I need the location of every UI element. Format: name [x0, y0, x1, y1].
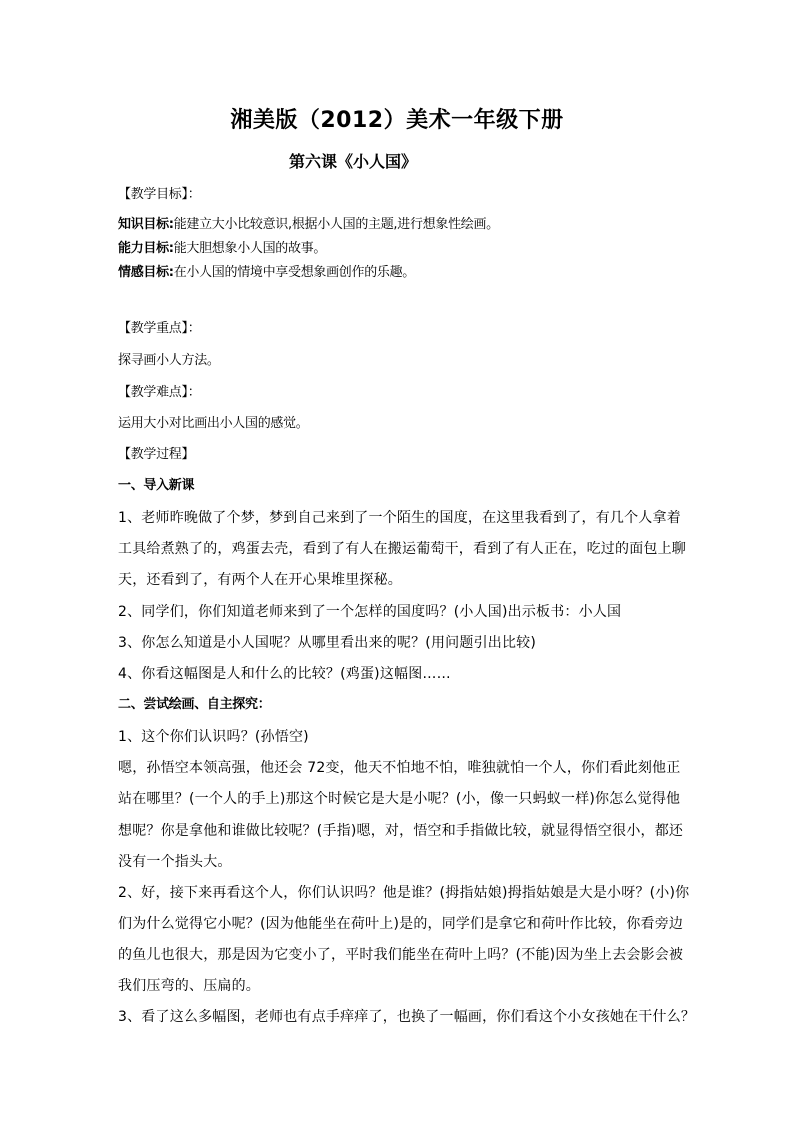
- knowledge-objective: [118, 216, 499, 234]
- section1-line: 1、老师昨晚做了个梦，梦到自己来到了一个陌生的国度，在这里我看到了，有几个人拿着: [118, 510, 681, 526]
- section2-line: 们为什么觉得它小呢？(因为他能坐在荷叶上)是的，同学们是拿它和荷叶作比较，你看旁边: [118, 916, 684, 932]
- section2-line: 我们压弯的、压扁的。: [118, 978, 260, 994]
- section2-line: 2、好，接下来再看这个人，你们认识吗？他是谁？(拇指姑娘)拇指姑娘是大是小呀？(小)你: [118, 885, 690, 901]
- lesson-subtitle: 第六课《小人国》: [289, 152, 418, 171]
- section2-line: 的鱼儿也很大，那是因为它变小了，平时我们能坐在荷叶上吗？(不能)因为坐上去会影会被: [118, 947, 684, 963]
- key-points-text: 探寻画小人方法。: [118, 353, 220, 368]
- section2-line: 1、这个你们认识吗？(孙悟空): [118, 729, 309, 745]
- emotion-objective-label: 情感目标:: [118, 265, 174, 280]
- ability-objective-text: 能大胆想象小人国的故事。: [173, 241, 327, 256]
- process-heading: 【教学过程】: [118, 447, 195, 462]
- section1-title: 一、导入新课: [118, 478, 195, 493]
- section1-line: 4、你看这幅图是人和什么的比较？(鸡蛋)这幅图……: [118, 666, 451, 682]
- emotion-objective-text: 在小人国的情境中享受想象画创作的乐趣。: [173, 265, 416, 280]
- ability-objective: [118, 240, 326, 258]
- objectives-heading: 【教学目标】：: [118, 187, 201, 202]
- document-title: 湘美版（2012）美术一年级下册: [230, 108, 564, 133]
- section2-title: 二、尝试绘画、自主探究：: [118, 697, 271, 712]
- section2-line: 3、看了这么多幅图，老师也有点手痒痒了，也换了一幅画，你们看这个小女孩她在干什么？: [118, 1009, 696, 1025]
- section1-line: 3、你怎么知道是小人国呢？从哪里看出来的呢？(用问题引出比较): [118, 635, 537, 651]
- knowledge-objective-label: 知识目标:: [118, 217, 174, 232]
- section1-line: 2、同学们，你们知道老师来到了一个怎样的国度吗？(小人国)出示板书：小人国: [118, 604, 622, 620]
- section2-line: 没有一个指头大。: [118, 854, 232, 870]
- emotion-objective: [118, 264, 415, 282]
- section2-line: 站在哪里？(一个人的手上)那这个时候它是大是小呢？(小，像一只蚂蚁一样)你怎么觉得他: [118, 791, 681, 807]
- key-points-heading: 【教学重点】：: [118, 321, 201, 336]
- knowledge-objective-text: 能建立大小比较意识,根据小人国的主题,进行想象性绘画。: [173, 217, 499, 232]
- ability-objective-label: 能力目标:: [118, 241, 174, 256]
- difficulties-heading: 【教学难点】：: [118, 385, 201, 400]
- section2-line: 想呢？你是拿他和谁做比较呢？(手指)嗯，对，悟空和手指做比较，就显得悟空很小，都还: [118, 823, 684, 839]
- section2-line: 嗯，孙悟空本领高强，他还会 72变，他天不怕地不怕，唯独就怕一个人，你们看此刻他正: [118, 760, 681, 776]
- section1-line: 工具给煮熟了的，鸡蛋去壳，看到了有人在搬运葡萄干，看到了有人正在，吃过的面包上聊: [118, 541, 686, 557]
- difficulties-text: 运用大小对比画出小人国的感觉。: [118, 416, 309, 431]
- section1-line: 天，还看到了，有两个人在开心果堆里探秘。: [118, 572, 402, 588]
